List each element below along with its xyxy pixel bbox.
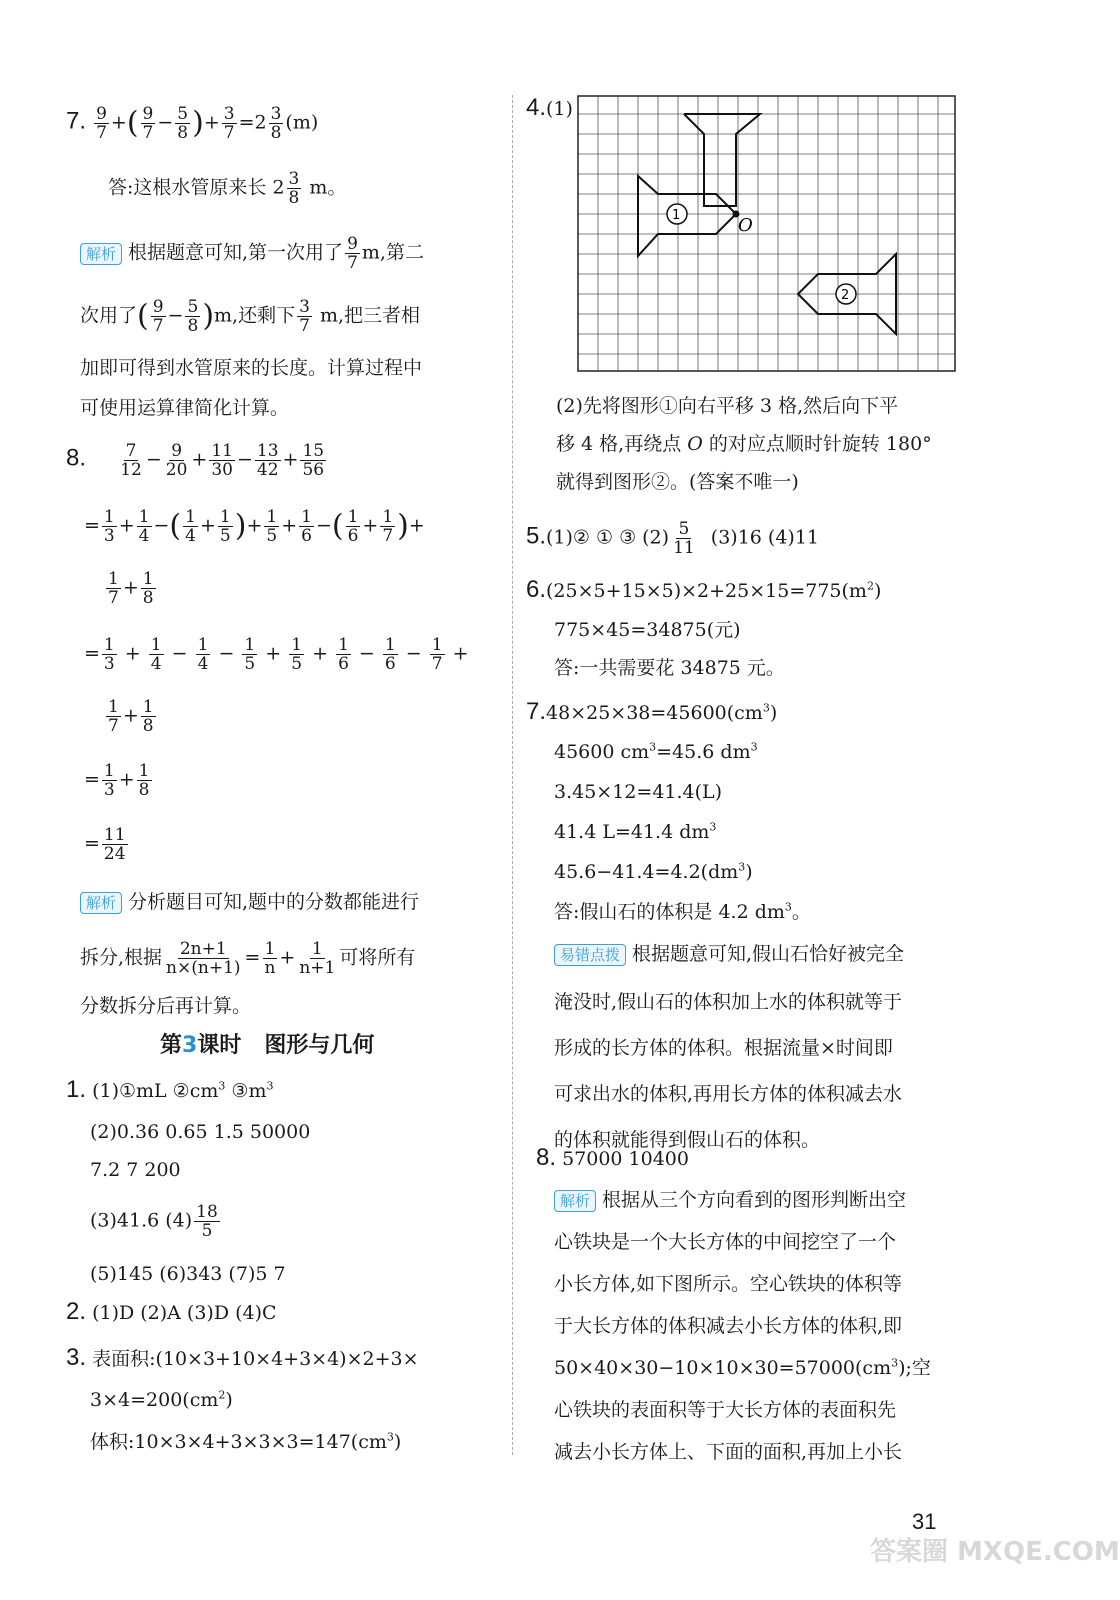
s1-line4: (3)41.6 (4) $\frac{18}{5}$ xyxy=(90,1202,218,1241)
q7r-line4: 41.4 L=41.4 $dm^3$ xyxy=(554,820,717,843)
point-o-label: O xyxy=(738,215,753,236)
q8-expression: 8. $\frac{7}{12}$ − $\frac{9}{20}$ + $\frac{11}{30}$ − $\frac{13}{42}$ + $\frac{15}{56}$ xyxy=(66,441,325,480)
q8r-analysis-line5: $50\times 40\times 30-10\times 10\times 30=57000(cm^3)$;空 xyxy=(554,1356,931,1379)
q7r-tip-line4: 可求出水的体积,再用长方体的体积减去水 xyxy=(554,1083,903,1105)
q7-analysis-line1: 解析 根据题意可知,第一次用了 $\frac{9}{7}$ m,第二 xyxy=(80,235,424,272)
q5-line: 5.(1)② ① ③ (2) $\frac{5}{11}$ (3)16 (4)11 xyxy=(526,519,820,558)
q7-number: 7. xyxy=(66,107,87,135)
q8-step2b: $\frac{1}{7}$ + $\frac{1}{8}$ xyxy=(108,697,154,736)
s1-line1: 1. (1)①mL $②cm^3$ $③m^3$ xyxy=(66,1076,274,1103)
q8r-analysis-line6: 心铁块的表面积等于大长方体的表面积先 xyxy=(554,1399,897,1421)
q7r-line6: 答:假山石的体积是 4.2 $dm^3$。 xyxy=(554,900,811,923)
q7r-tip-line5: 的体积就能得到假山石的体积。 xyxy=(554,1129,821,1151)
q8-step3: = $\frac{1}{3}$ + $\frac{1}{8}$ xyxy=(84,761,150,800)
top-shape xyxy=(684,114,760,206)
watermark: 答案圈 MXQE.COM xyxy=(870,1537,1120,1567)
grid-figure xyxy=(578,96,955,371)
q8-step2: = $\frac{1}{3}$ + $\frac{1}{4}$ − $\frac{1}{4}$ − $\frac{1}{5}$ + $\frac{1}{5}$ + $\frac{1}{6}$ − $\frac{1}{6}$ − $\frac{1}{7}$ + xyxy=(84,635,469,674)
tip-tag: 易错点拨 xyxy=(554,944,626,966)
label-2: 2 xyxy=(841,288,850,303)
q7-analysis-line4: 可使用运算律简化计算。 xyxy=(80,397,290,419)
q8-step1: = $\frac{1}{3}$ + $\frac{1}{4}$ −( $\frac{1}{4}$ + $\frac{1}{5}$ )+ $\frac{1}{5}$ + $\frac{1}{6}$ −( $\frac{1}{6}$ + $\frac{1}{7}$ )+ xyxy=(84,507,425,546)
s3-line3: 体积$:10\times 3\times 4+3\times 3\times 3=147(cm^3)$ xyxy=(90,1430,402,1453)
q4-part2-line1: (2)先将图形①向右平移 3 格,然后向下平 xyxy=(556,395,899,417)
q4-part2-line3: 就得到图形②。(答案不唯一) xyxy=(556,471,799,493)
q4-part2-line2: 移 4 格,再绕点 O 的对应点顺时针旋转 180° xyxy=(556,433,932,455)
q7r-line2: 45600 $cm^3=45.6$ $dm^3$ xyxy=(554,740,758,763)
q4-label: 4.(1) xyxy=(526,94,573,121)
s3-line1: 3. 表面积:(10×3+10×4+3×4)×2+3× xyxy=(66,1344,419,1371)
q7r-line1: $7.48\times 25\times 38=45600(cm^3)$ xyxy=(526,698,778,725)
q8-analysis-line3: 分数拆分后再计算。 xyxy=(80,995,252,1017)
q8r-analysis-line3: 小长方体,如下图所示。空心铁块的体积等 xyxy=(554,1273,903,1295)
q8-step1b: $\frac{1}{7}$ + $\frac{1}{8}$ xyxy=(108,569,154,608)
column-divider xyxy=(512,95,513,1455)
q8-result: = $\frac{11}{24}$ xyxy=(84,825,126,864)
q7r-tip-line3: 形成的长方体的体积。根据流量×时间即 xyxy=(554,1037,893,1059)
q8r-analysis-line2: 心铁块是一个大长方体的中间挖空了一个 xyxy=(554,1231,897,1253)
q7r-tip-line2: 淹没时,假山石的体积加上水的体积就等于 xyxy=(554,991,903,1013)
q8-number: 8. xyxy=(66,444,87,472)
q7-answer: 答:这根水管原来长 2 $\frac{3}{8}$ m。 xyxy=(108,169,347,208)
grid-lines xyxy=(578,96,955,371)
label-1: 1 xyxy=(672,208,681,223)
q7r-tip-line1: 易错点拨 根据题意可知,假山石恰好被完全 xyxy=(554,942,904,966)
q6-line2: 775×45=34875(元) xyxy=(554,619,741,641)
q6-line3: 答:一共需要花 34875 元。 xyxy=(554,657,785,679)
q8r-analysis-line1: 解析 根据从三个方向看到的图形判断出空 xyxy=(554,1188,906,1212)
q7r-line3: 3.45×12=41.4(L) xyxy=(554,781,723,803)
s1-line3: 7.2 7 200 xyxy=(90,1159,181,1181)
q8r-analysis-line7: 减去小长方体上、下面的面积,再加上小长 xyxy=(554,1441,903,1463)
q7-analysis-line2: 次用了( $\frac{9}{7}$ − $\frac{5}{8}$ )m,还剩下 $\frac{3}{7}$ m,把三者相 xyxy=(80,297,421,336)
page-number: 31 xyxy=(912,1509,937,1534)
analysis-tag: 解析 xyxy=(554,1190,596,1212)
q8-analysis-line1: 解析 分析题目可知,题中的分数都能进行 xyxy=(80,890,419,914)
s1-line2: (2)0.36 0.65 1.5 50000 xyxy=(90,1121,311,1143)
section-heading: 第3课时 图形与几何 xyxy=(160,1033,375,1058)
q6-line1: $6.(25\times 5+15\times 5)\times 2+25\times 15=775(m^2)$ xyxy=(526,576,882,603)
q8r-line: 8. 57000 10400 xyxy=(536,1144,689,1171)
q7r-line5: $45.6-41.4=4.2(dm^3)$ xyxy=(554,860,753,883)
analysis-tag: 解析 xyxy=(80,892,122,914)
q7-equation: 7. $\frac{9}{7}$ +( $\frac{9}{7}$ − $\frac{5}{8}$ )+ $\frac{3}{7}$ =2 $\frac{3}{8}$ (m) xyxy=(66,104,319,143)
q7-analysis-line3: 加即可得到水管原来的长度。计算过程中 xyxy=(80,357,423,379)
analysis-tag: 解析 xyxy=(80,243,122,265)
q8-analysis-line2: 拆分,根据 $\frac{2n+1}{n\times(n+1)}$ = $\frac{1}{n}$ + $\frac{1}{n+1}$ 可将所有 xyxy=(80,939,416,978)
s2-line: 2. (1)D (2)A (3)D (4)C xyxy=(66,1298,277,1325)
q8r-analysis-line4: 于大长方体的体积减去小长方体的体积,即 xyxy=(554,1315,903,1337)
s3-line2: $3\times 4=200(cm^2)$ xyxy=(90,1388,233,1411)
s1-line5: (5)145 (6)343 (7)5 7 xyxy=(90,1263,286,1285)
